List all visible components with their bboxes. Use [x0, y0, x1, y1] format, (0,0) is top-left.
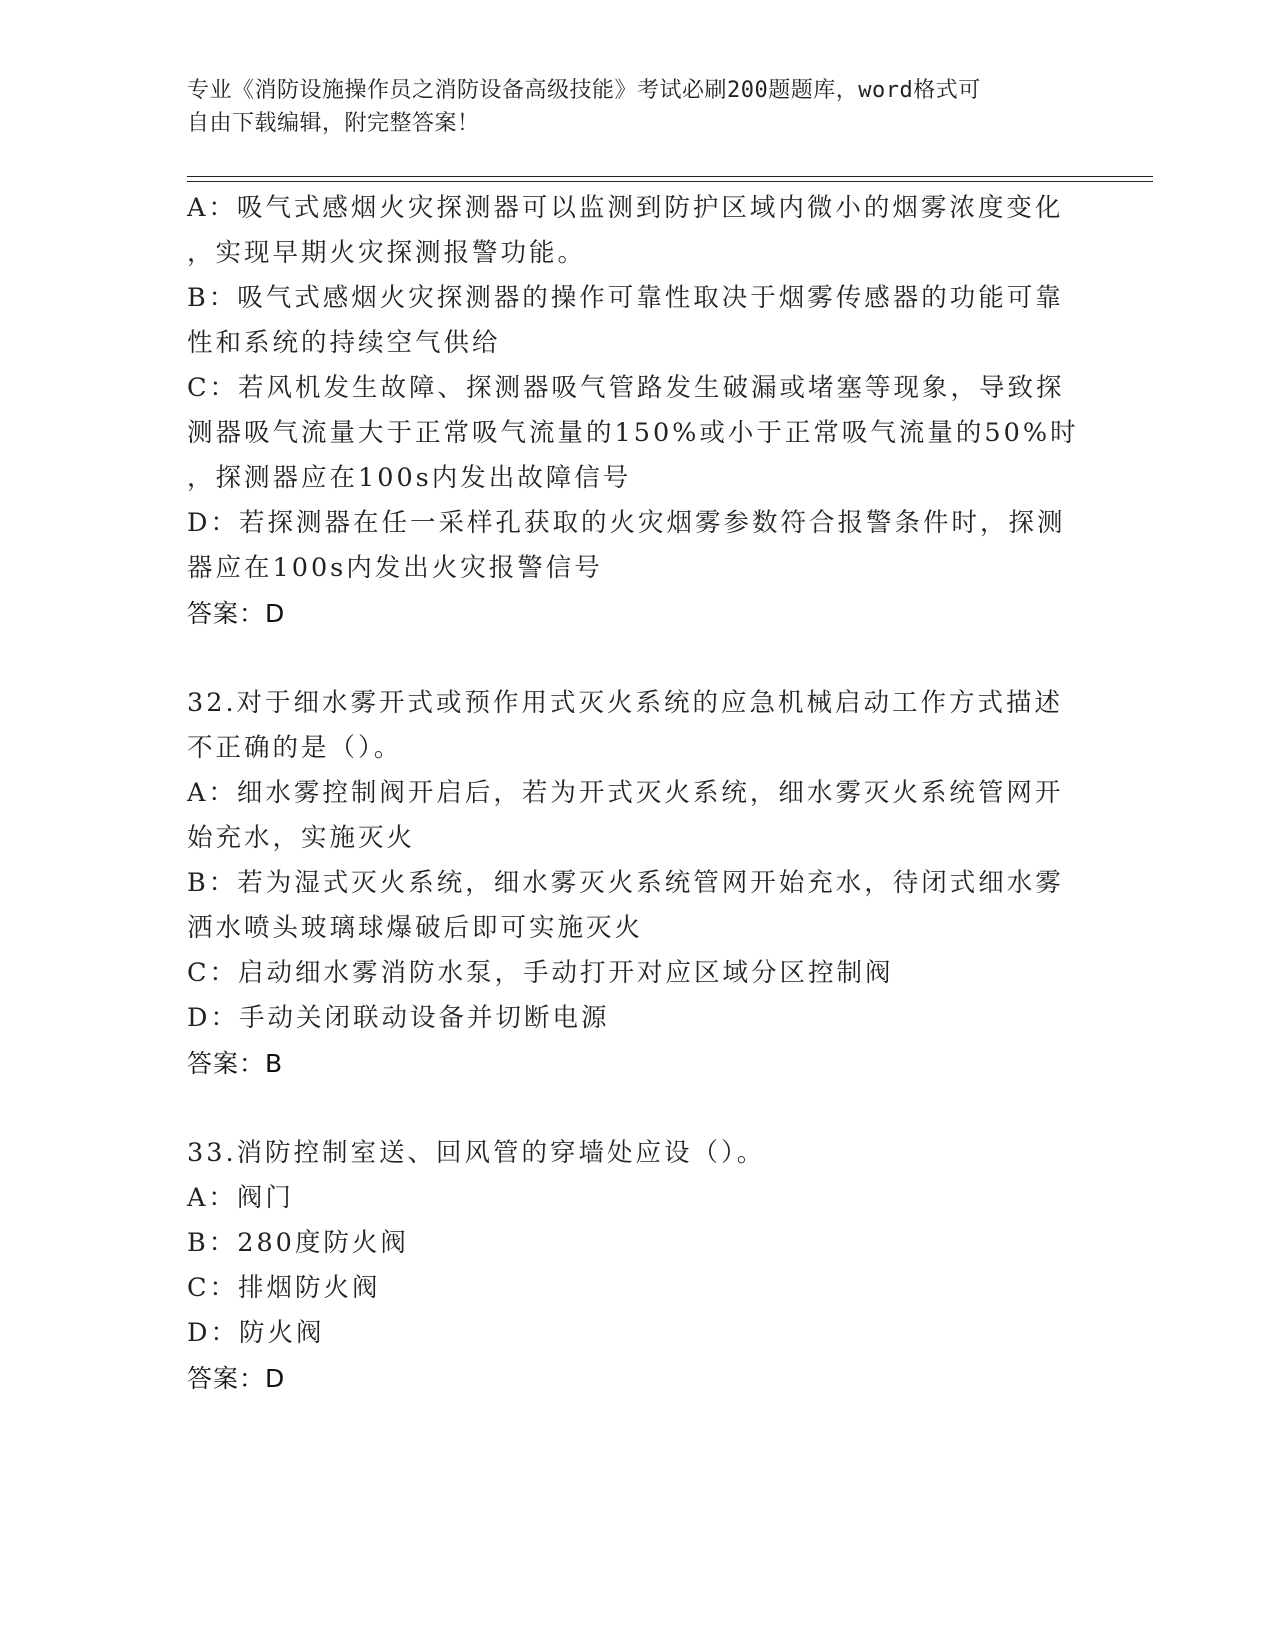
- spacer: [187, 1086, 1067, 1131]
- q33-question: 33.消防控制室送、回风管的穿墙处应设（）。: [187, 1138, 766, 1168]
- q32-option-a-line-2: 始充水，实施灭火: [187, 823, 416, 853]
- q32-option-c: C：启动细水雾消防水泵，手动打开对应区域分区控制阀: [187, 958, 894, 988]
- q32-answer: 答案：B: [187, 1049, 284, 1078]
- question-31-block: [187, 186, 1079, 636]
- header-rule-top: [187, 176, 1153, 177]
- q33-option-c: C：排烟防火阀: [187, 1273, 381, 1303]
- q32-question-line-1: 32.对于细水雾开式或预作用式灭火系统的应急机械启动工作方式描述: [187, 688, 1064, 718]
- document-header: [187, 74, 1067, 140]
- q31-option-a-line-1: A：吸气式感烟火灾探测器可以监测到防护区域内微小的烟雾浓度变化: [187, 193, 1064, 223]
- q31-option-b-line-1: B：吸气式感烟火灾探测器的操作可靠性取决于烟雾传感器的功能可靠: [187, 283, 1064, 313]
- q33-option-b: B：280度防火阀: [187, 1228, 409, 1258]
- q32-option-b-line-2: 洒水喷头玻璃球爆破后即可实施灭火: [187, 913, 644, 943]
- q32-question-line-2: 不正确的是（）。: [187, 733, 403, 763]
- q31-option-c-line-3: ，探测器应在100s内发出故障信号: [187, 463, 632, 493]
- q31-option-c-line-2: 测器吸气流量大于正常吸气流量的150%或小于正常吸气流量的50%时: [187, 418, 1079, 448]
- question-32-block: [187, 681, 1067, 1086]
- spacer: [187, 636, 1067, 681]
- q31-option-d-line-1: D：若探测器在任一采样孔获取的火灾烟雾参数符合报警条件时，探测: [187, 508, 1066, 538]
- document-body: [187, 186, 1079, 1401]
- q33-option-a: A：阀门: [187, 1183, 294, 1213]
- question-33-block: [187, 1131, 1067, 1401]
- q33-option-d: D：防火阀: [187, 1318, 325, 1348]
- q32-option-a-line-1: A：细水雾控制阀开启后，若为开式灭火系统，细水雾灭火系统管网开: [187, 778, 1064, 808]
- q31-answer: 答案：D: [187, 599, 286, 628]
- header-line-2: 自由下载编辑，附完整答案！: [187, 111, 480, 136]
- q32-option-b-line-1: B：若为湿式灭火系统，细水雾灭火系统管网开始充水，待闭式细水雾: [187, 868, 1064, 898]
- q31-option-d-line-2: 器应在100s内发出火灾报警信号: [187, 553, 603, 583]
- q33-answer: 答案：D: [187, 1364, 286, 1393]
- q32-option-d: D：手动关闭联动设备并切断电源: [187, 1003, 610, 1033]
- q31-option-b-line-2: 性和系统的持续空气供给: [187, 328, 501, 358]
- header-line-1: 专业《消防设施操作员之消防设备高级技能》考试必刷200题题库，word格式可: [187, 78, 981, 103]
- header-rule-bottom: [187, 181, 1153, 182]
- q31-option-c-line-1: C：若风机发生故障、探测器吸气管路发生破漏或堵塞等现象，导致探: [187, 373, 1065, 403]
- q31-option-a-line-2: ，实现早期火灾探测报警功能。: [187, 238, 587, 268]
